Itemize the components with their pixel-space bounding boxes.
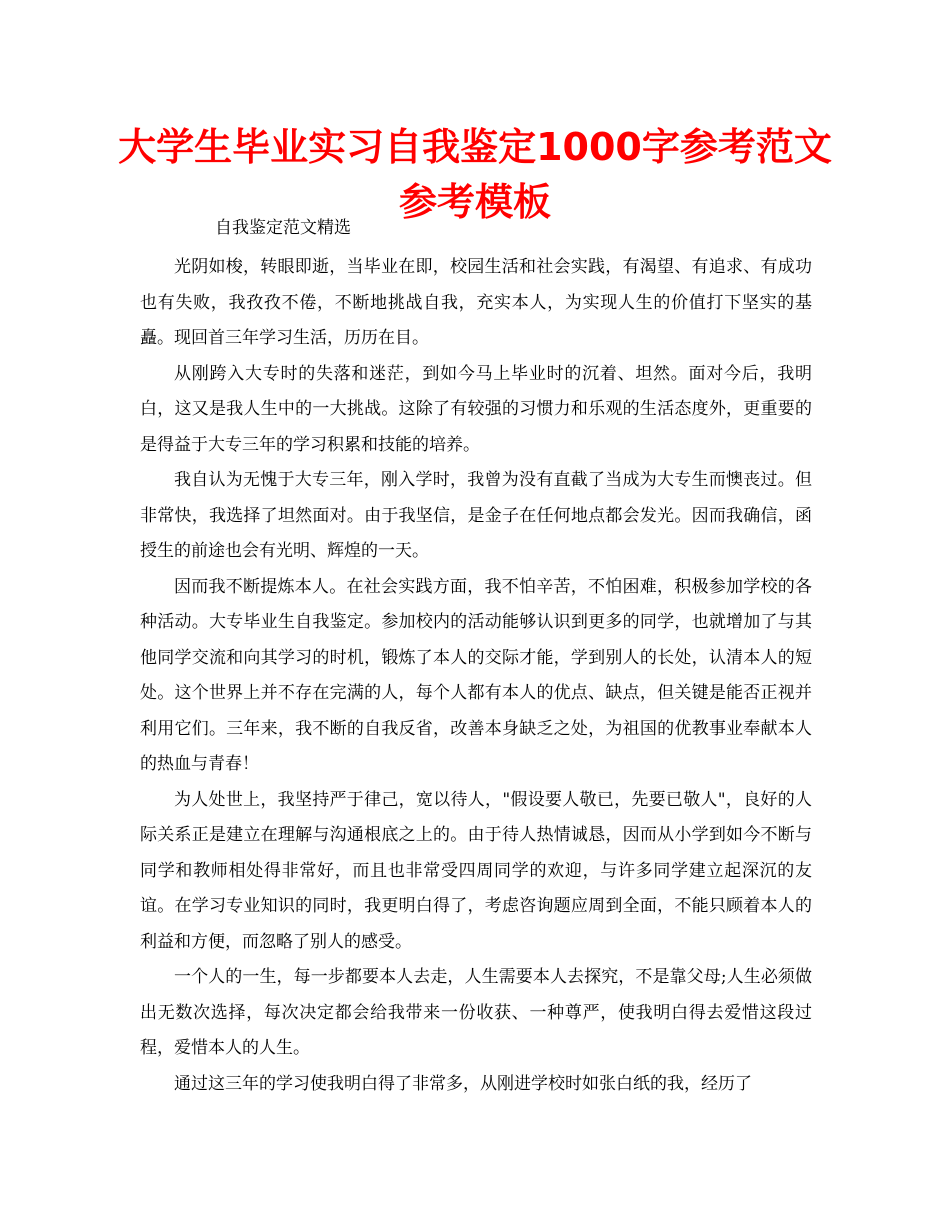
paragraph: 我自认为无愧于大专三年，刚入学时，我曾为没有直截了当成为大专生而懊丧过。但非常快，我选择了坦然面对。由于我坚信，是金子在任何地点都会发光。因而我确信，函授生的前途也会有光明、辉煌的一天。 bbox=[140, 470, 812, 561]
paragraph: 因而我不断提炼本人。在社会实践方面，我不怕辛苦，不怕困难，积极参加学校的各种活动。大专毕业生自我鉴定。参加校内的活动能够认识到更多的同学，也就增加了与其他同学交流和向其学习的时机，锻炼了本人的交际才能，学到别人的长处，认清本人的短处。这个世界上并不存在完满的人，每个人都有本人的优点、缺点，但关键是能否正视并利用它们。三年来，我不断的自我反省，改善本身缺乏之处，为祖国的优教事业奉献本人的热血与青春！ bbox=[140, 576, 812, 774]
title-line-2: 参考模板 bbox=[398, 180, 551, 224]
paragraph: 为人处世上，我坚持严于律己，宽以待人，"假设要人敬已，先要已敬人"，良好的人际关系正是建立在理解与沟通根底之上的。由于待人热情诚恳，因而从小学到如今不断与同学和教师相处得非常好，而且也非常受四周同学的欢迎，与许多同学建立起深沉的友谊。在学习专业知识的同时，我更明白得了，考虑咨询题应周到全面，不能只顾着本人的利益和方便，而忽略了别人的感受。 bbox=[140, 789, 812, 952]
document-title bbox=[100, 120, 850, 230]
title-line-1: 大学生毕业实习自我鉴定1000字参考范文 bbox=[118, 125, 832, 169]
paragraph: 通过这三年的学习使我明白得了非常多，从刚进学校时如张白纸的我，经历了 bbox=[174, 1073, 752, 1094]
paragraph: 光阴如梭，转眼即逝，当毕业在即，校园生活和社会实践，有渴望、有追求、有成功也有失败，我孜孜不倦，不断地挑战自我，充实本人，为实现人生的价值打下坚实的基矗。现回首三年学习生活，历历在目。 bbox=[140, 257, 812, 348]
paragraph: 从刚跨入大专时的失落和迷茫，到如今马上毕业时的沉着、坦然。面对今后，我明白，这又是我人生中的一大挑战。这除了有较强的习惯力和乐观的生活态度外，更重要的是得益于大专三年的学习积累和技能的培养。 bbox=[140, 363, 812, 455]
document-subtitle: 自我鉴定范文精选 bbox=[215, 218, 351, 238]
document-body bbox=[140, 250, 812, 1102]
paragraph: 一个人的一生，每一步都要本人去走，人生需要本人去探究，不是靠父母;人生必须做出无数次选择，每次决定都会给我带来一份收获、一种尊严，使我明白得去爱惜这段过程，爱惜本人的人生。 bbox=[140, 967, 812, 1058]
